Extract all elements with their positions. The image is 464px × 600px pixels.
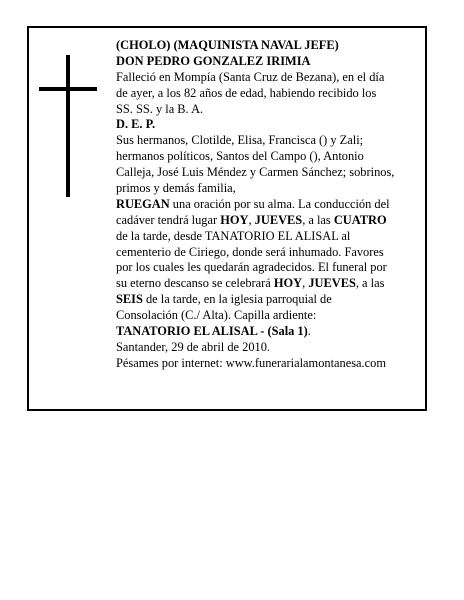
obituary-line — [116, 229, 422, 245]
obituary-text-segment: Pésames por internet: www.funerarialamontanesa.com — [116, 355, 386, 370]
obituary-text-segment: Falleció en Mompía (Santa Cruz de Bezana), en el día — [116, 69, 385, 84]
obituary-line — [116, 292, 422, 308]
obituary-text-segment: Consolación (C./ Alta). Capilla ardiente: — [116, 308, 317, 323]
obituary-line — [116, 260, 422, 276]
obituary-bold-text: HOY — [273, 276, 303, 291]
obituary-bold-text: JUEVES — [308, 276, 356, 291]
obituary-bold-text: HOY — [220, 212, 249, 227]
obituary-line — [116, 117, 422, 133]
cross-vertical-bar — [66, 55, 70, 197]
obituary-text-segment: Sus hermanos, Clotilde, Elisa, Francisca () y Zali; — [116, 133, 364, 148]
obituary-text-segment: Santander, 29 de abril de 2010. — [116, 339, 270, 354]
obituary-bold-text: (CHOLO) (MAQUINISTA NAVAL JEFE) — [116, 38, 339, 52]
cross-horizontal-bar — [39, 87, 97, 91]
obituary-line — [116, 102, 422, 118]
obituary-text — [116, 38, 422, 372]
obituary-text-segment: SS. SS. y la B. A. — [116, 101, 204, 116]
obituary-line — [116, 276, 422, 292]
obituary-bold-text: JUEVES — [254, 212, 303, 227]
obituary-line — [116, 340, 422, 356]
obituary-text-segment: , a las — [355, 276, 385, 291]
obituary-text-segment: por los cuales les quedarán agradecidos. El funeral por — [116, 260, 387, 275]
obituary-text-segment: , a las — [302, 212, 334, 227]
obituary-bold-text: SEIS — [116, 292, 143, 307]
obituary-line — [116, 308, 422, 324]
obituary-line — [116, 133, 422, 149]
obituary-line — [116, 86, 422, 102]
obituary-text-segment: primos y demás familia, — [116, 181, 236, 196]
obituary-text-segment: de la tarde, en la iglesia parroquial de — [142, 292, 332, 307]
obituary-line — [116, 356, 422, 372]
obituary-text-segment: Calleja, José Luis Méndez y Carmen Sánchez; sobrinos, — [116, 165, 395, 180]
obituary-line — [116, 38, 422, 54]
obituary-line — [116, 149, 422, 165]
latin-cross-icon — [39, 55, 97, 197]
obituary-bold-text: D. E. P. — [116, 117, 156, 132]
obituary-text-segment: de la tarde, desde TANATORIO EL ALISAL al — [116, 228, 351, 243]
obituary-text-segment: de ayer, a los 82 años de edad, habiendo recibido los — [116, 85, 377, 100]
obituary-text-segment: hermanos políticos, Santos del Campo (), Antonio — [116, 149, 364, 164]
obituary-text-segment: una oración por su alma. La conducción del — [169, 196, 390, 211]
obituary-line — [116, 165, 422, 181]
obituary-text-segment: . — [307, 324, 311, 339]
obituary-line — [116, 70, 422, 86]
obituary-bold-text: TANATORIO EL ALISAL - (Sala 1) — [116, 324, 308, 339]
obituary-line — [116, 54, 422, 70]
obituary-line — [116, 324, 422, 340]
obituary-text-segment: , — [248, 212, 255, 227]
obituary-line — [116, 245, 422, 261]
obituary-text-segment: , — [302, 276, 309, 291]
obituary-text-segment: su eterno descanso se celebrará — [116, 276, 274, 291]
obituary-line — [116, 213, 422, 229]
obituary-text-segment: cementerio de Ciriego, donde será inhumado. Favores — [116, 244, 384, 259]
obituary-bold-text: RUEGAN — [116, 196, 170, 211]
obituary-line — [116, 181, 422, 197]
obituary-line — [116, 197, 422, 213]
obituary-bold-text: DON PEDRO GONZALEZ IRIMIA — [116, 53, 311, 68]
obituary-bold-text: CUATRO — [333, 212, 387, 227]
obituary-text-segment: cadáver tendrá lugar — [116, 212, 221, 227]
